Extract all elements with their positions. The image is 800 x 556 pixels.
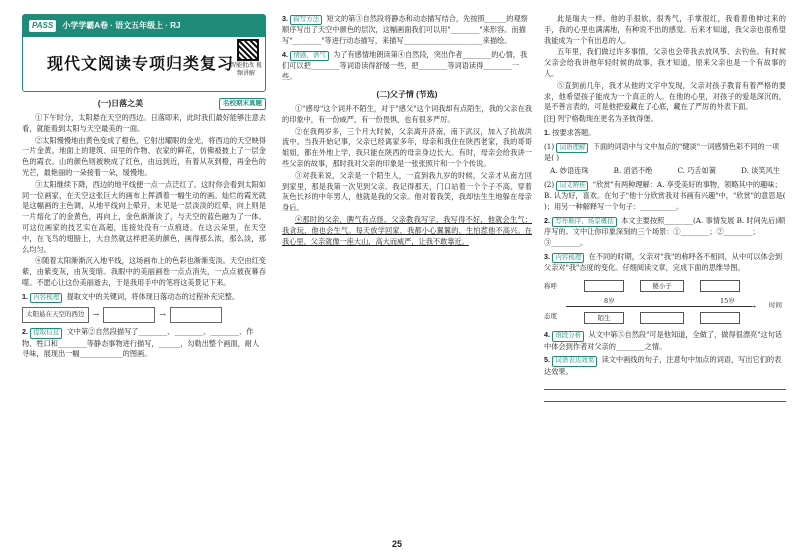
question-c5: 5. 词语表达效果 读文中画线的句子，注意句中加点的词语，写出它们的表达效果。 (544, 355, 786, 401)
question-c4: 4. 语段分析 从文中第⑤自然段"可是他知道，全做了，做得很漂亮"这句话中体会到作者对父亲的________之情。 (544, 330, 783, 351)
answer-line[interactable] (544, 380, 786, 390)
question-tag: 描写方法 (290, 15, 322, 25)
choice-option[interactable]: A. 妙语连珠 (550, 166, 589, 175)
question-c3: 3. 内容梳理 在不同的时期，父亲对"我"的称呼各不相同，从中可以体会到父亲对"我"态度的变化。仔细阅读文章，完成下面的思维导图。 称呼 傻小子 8岁 15岁 → 时间 态度 陌生 (544, 252, 786, 326)
middle-column (282, 14, 532, 546)
question-text: 从文中第⑤自然段"可是他知道，全做了，做得很漂亮"这句话中体会到作者对父亲的________之情。 (544, 330, 783, 351)
passage-paragraph: ③太阳继续下降，西边的地平线便一点一点泛红了。这时你会看到太阳如同一位画家，在天空这张巨大的画布上挥洒着一幅生动的画。灿烂的霞光就是这幅画的主色调，从地平线向上晕开，未见是一层淡淡的红晕，向上则是一片熔化了的金黄色，再向上，金色渐渐淡了，与天空的蓝色融为了一体。可这位画家的技艺实在高超，连接处没有一点痕迹。在这云朵里，在天空中，在飞鸟的翅膀上，大自然就这样把美的颜色，画得那么浓，那么淡，那么均匀。 (22, 179, 266, 254)
question-tag: 内容梳理 (30, 293, 62, 303)
question-2: 2. 提取信息 文中第②自然段描写了________、________、________、作物、牲口和________等静态事物进行描写，______，勾勒出整个画面，耐人寻味，展现出一幅____________的图画。 (22, 327, 260, 359)
pass-logo: PASS (29, 20, 56, 32)
question-c1a: (1) 词语理解 下面的词语中与文中加点的"健谈"一词感情色彩不同的一项是( ) A. 妙语连珠 B. 滔滔不绝 C. 巧舌如簧 D. 谈笑风生 (544, 142, 786, 177)
answer-box[interactable] (584, 280, 624, 292)
age-label: 15岁 (720, 297, 735, 306)
question-text: 按要求答题。 (552, 127, 596, 137)
answer-line[interactable] (544, 392, 786, 402)
age-label: 8岁 (604, 297, 615, 306)
timeline-box: 傻小子 (640, 280, 684, 292)
answer-box[interactable] (700, 312, 740, 324)
question-tag: 情感、语气 (290, 51, 329, 61)
header-banner (23, 15, 265, 37)
section1-badge: 名校期末真题 (219, 98, 266, 110)
choice-option[interactable]: C. 巧舌如簧 (677, 166, 717, 175)
question-text: 读文中画线的句子，注意句中加点的词语，写出它们的表达效果。 (544, 355, 782, 376)
question-4: 4. 情感、语气 为了有感情地朗读第④自然段，突出作者________的心情，我们可以把________等词语读得舒缓一些，把________等词语读得________一些。 (282, 50, 528, 82)
page-title: 现代文阅读专项归类复习 (47, 56, 235, 73)
question-text: 文中第②自然段描写了________、________、________、作物、牲口和________等静态事物进行描写，______，勾勒出整个画面，耐人寻味，展现出一幅____________的图画。 (22, 327, 260, 359)
question-tag: 词语理解 (556, 143, 588, 153)
question-tag: 内容梳理 (552, 253, 584, 263)
answer-box[interactable] (700, 280, 740, 292)
arrow-right-icon: → (159, 310, 166, 320)
choice-option[interactable]: B. 滔滔不绝 (613, 166, 653, 175)
timeline-box: 陌生 (584, 312, 624, 324)
question-text: 为了有感情地朗读第④自然段，突出作者________的心情，我们可以把________等词语读得舒缓一些，把________等词语读得________一些。 (282, 50, 528, 82)
mind-map (544, 278, 786, 326)
question-tag: 写作顺序、场景概括 (552, 217, 617, 227)
section1-title-row (22, 98, 266, 110)
passage-paragraph: ②在我两岁多，三个月大时候，父亲离开济南，南下武汉，加入了抗战洪流中。当我开始记事，父亲已经离家多年，母亲和我住在陕西老家，我的哥哥姐姐，都在外地上学，我只能在陕西的母亲身边长大。有时，母亲会给我讲一些父亲的故事，那时我对父亲的印象是一张张照片和一个个传说。 (282, 126, 532, 169)
question-text: 在不同的时期，父亲对"我"的称呼各不相同，从中可以体会到父亲对"我"态度的变化。仔细阅读文章，完成下面的思维导图。 (544, 251, 783, 273)
qr-code-icon[interactable] (237, 39, 259, 61)
qr-label: 智能批改 视频讲解 (230, 63, 262, 77)
passage-paragraph: ③对我来说，父亲是一个陌生人，一直到我九岁的时候，父亲才从南方回到家里，那是我第一次见到父亲。我记得那天，门口站着一个个子不高、穿着灰色长衫的中年男人，他就是我的父亲。他对着我笑，我却怯生生地躲在母亲身后。 (282, 170, 532, 213)
choice-list (544, 166, 786, 177)
flow-chart (22, 307, 266, 323)
flow-answer-box[interactable] (103, 307, 155, 323)
flow-start-box: 太阳悬在天空的西边 (22, 307, 89, 323)
passage-paragraph: ①下午时分，太阳悬在天空的西边。日落即来，此时我们最好能够注意去看，就能看到太阳与天空最美的一面。 (22, 113, 266, 133)
question-text: "欣赏"有两种理解：A. 享受美好的事物，领略其中的趣味；B. 认为好，喜欢。在句子"他十分欣赏我对书画有兴趣"中，"欣赏"的意思是( )；用另一种解释写一个句子：__________。 (544, 179, 786, 212)
question-c1b: (2) 词义辨析 "欣赏"有两种理解：A. 享受美好的事物，领略其中的趣味；B. 认为好，喜欢。在句子"他十分欣赏我对书画有兴趣"中，"欣赏"的意思是( )；用另一种解释写一个句子：__________。 (544, 179, 786, 212)
section2-title: (二)父子情 (376, 90, 414, 100)
question-c1: 1. 按要求答题。 (544, 127, 596, 137)
question-tag: 词义辨析 (556, 181, 588, 191)
flow-answer-box[interactable] (170, 307, 222, 323)
section2-subtitle: 节选 (418, 90, 435, 100)
question-1: 1. 内容梳理 提取文中的关键词，将体现日落动态的过程补充完整。 太阳悬在天空的西边 → → (22, 292, 266, 323)
timeline-axis (566, 306, 752, 307)
footnote: [注] 列宁格勒现在更名为圣彼得堡。 (544, 114, 658, 124)
question-tag: 词语表达效果 (552, 356, 597, 366)
section1-title: (一)日落之美 (97, 99, 144, 108)
passage-paragraph: ①"感母"这个词并不陌生，对于"感父"这个词我却有点陌生，我的父亲在我的印象中，有一份威严，有一份畏惧，也有很多严厉。 (282, 104, 532, 124)
page-number: 25 (392, 539, 403, 549)
question-c2: 2. 写作顺序、场景概括 本文主要按照________(A. 事情发展 B. 时间先后)顺序写的。文中让你印象深刻的三个场景：①________；②________；③________。 (544, 215, 786, 248)
passage-paragraph: ④那时的父亲，脾气有点怪。父亲教我写字，我写得不好，他就会生气；我贪玩，他也会生气。每天放学回家，我都小心翼翼的，生怕惹他不高兴。在我心里，父亲就像一座大山，高大而威严，让我不敢靠近。 (282, 215, 532, 246)
arrow-right-icon: → (749, 302, 756, 312)
passage-paragraph: ⑤直到前几年，我才从他的文字中发现，父亲对孩子教育有着严格的要求，他希望孩子能成为一个真正的人。在他的心里，对孩子的爱是深沉的，是不善言表的，可是他把爱藏在了心底，藏在了严厉的外表下面。 (544, 80, 786, 112)
choice-option[interactable]: D. 谈笑风生 (741, 166, 780, 175)
passage-paragraph: 五年里，我们做过许多事情，父亲也会带我去放风筝、去钓鱼。有时候父亲会给我讲他年轻时候的故事，我才知道，原来父亲也是一个有故事的人。 (544, 47, 786, 78)
section2-title-row: (二)父子情 (节选) (376, 90, 438, 100)
timeline-label: 态度 (544, 312, 557, 321)
right-column (544, 14, 786, 546)
question-text: 提取文中的关键词，将体现日落动态的过程补充完整。 (66, 291, 240, 301)
arrow-right-icon: → (92, 310, 100, 320)
timeline-label: 称呼 (544, 282, 557, 291)
page-header (22, 14, 266, 92)
left-column (22, 14, 266, 546)
passage-paragraph: 此是瑞夫一样。他的手很软，很秀气，手掌很红，我看着他伸过来的手，我的心里也满满地，有种说不出的感觉。后来才知道，我父亲也很希望我能成为一个有出息的人。 (544, 14, 786, 45)
question-3: 3. 描写方法 短文的第③自然段将静态和动态描写结合，先按照______的观察顺序写出了天空中颜色的层次，这幅画面我们可以用"________"来形容。而描写"________"等进行动态描写，来描写______________________来描绘。 (282, 14, 528, 46)
question-tag: 提取信息 (30, 328, 62, 338)
passage-paragraph: ②太阳慢慢地由黄色变成了橙色，它射出耀眼的金光，将西边的天空映得一片金黄。地面上的建筑、田里的作物、农家的鲜花，仿佛被披上了一层金色的霞衣。山的颜色则被映成了红色，由远到近，有着从灰到橙，再金色的光芒，最艳丽的一朵接着一朵，缓慢地。 (22, 135, 266, 177)
axis-label: 时间 (769, 301, 782, 310)
question-text: 短文的第③自然段将静态和动态描写结合，先按照______的观察顺序写出了天空中颜色的层次，这幅画面我们可以用"________"来形容。而描写"________"等进行动态描写，来描写______________________来描绘。 (282, 14, 528, 46)
question-text: 下面的词语中与文中加点的"健谈"一词感情色彩不同的一项是( ) (544, 141, 780, 163)
series-label: 小学学霸A卷 · 语文五年级上 · RJ (62, 21, 181, 30)
answer-box[interactable] (640, 312, 684, 324)
question-tag: 语段分析 (552, 331, 584, 341)
question-text: 本文主要按照________(A. 事情发展 B. 时间先后)顺序写的。文中让你印象深刻的三个场景：①________；②________；③________。 (544, 215, 786, 248)
passage-paragraph: ④随着太阳渐渐沉入地平线，这场画布上的色彩也渐渐变淡。天空由红变紫，由紫变灰，由灰变暗。我眼中的美丽画卷一点点消失，一点点被夜幕吞噬。不愿心让这份美丽逝去，于是我用手中的笔将这美景记下来。 (22, 256, 266, 287)
